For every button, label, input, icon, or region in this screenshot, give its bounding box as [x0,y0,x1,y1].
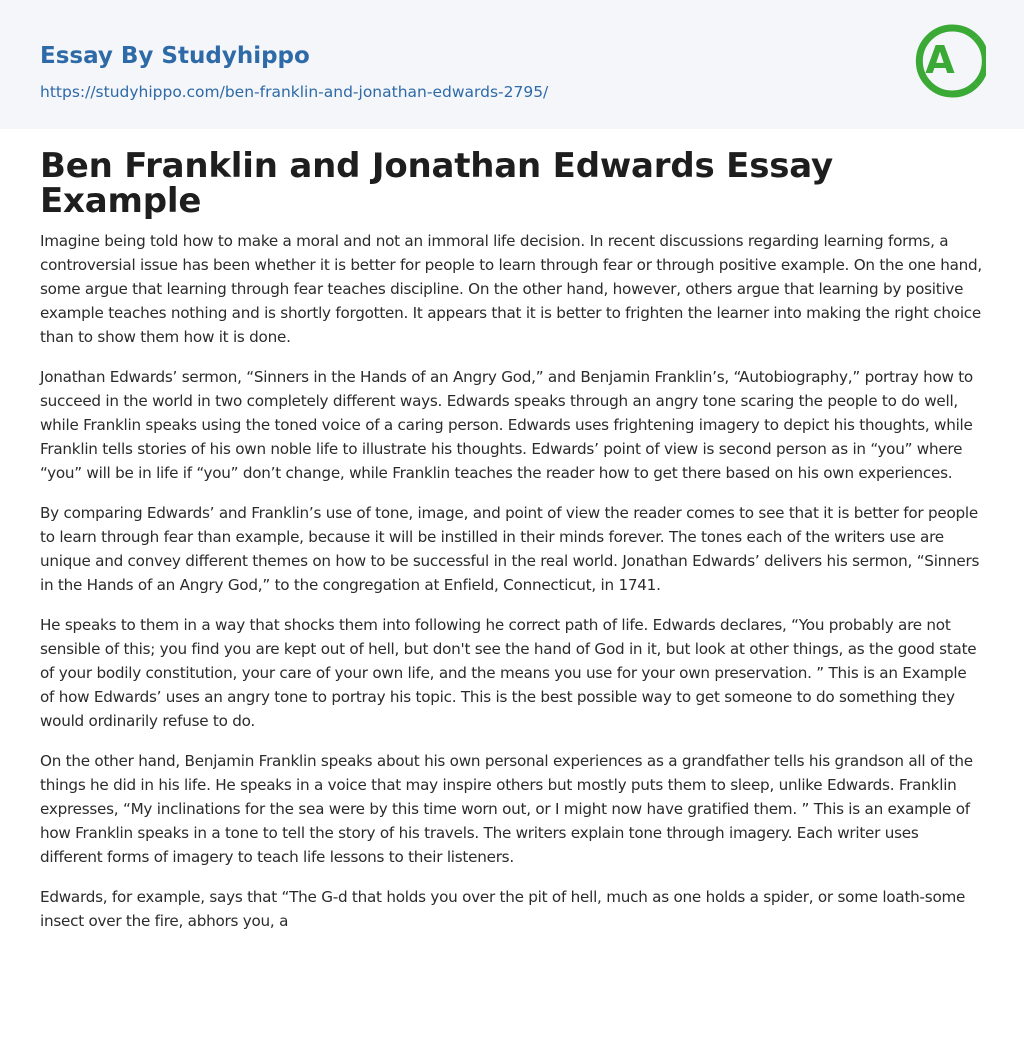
essay-paragraph: Edwards, for example, says that “The G-d that holds you over the pit of hell, much as one holds a spider, or some loath-some insect over the fire, abhors you, a [40,888,966,930]
logo-letter: A [925,38,955,82]
essay-paragraph: On the other hand, Benjamin Franklin speaks about his own personal experiences as a grandfather tells his grandson all of the things he did in his life. He speaks in a voice that may inspire others but mostly puts them to sleep, unlike Edwards. Franklin expresses, “My inclinations for the sea were by this time worn out, or I might now have gratified them. ” This is an example of how Franklin speaks in a tone to tell the story of his travels. The writers explain tone through imagery. Each writer uses different forms of imagery to teach life lessons to their listeners. [40,752,973,866]
page-title: Ben Franklin and Jonathan Edwards Essay Example [40,146,833,221]
essay-paragraph: Imagine being told how to make a moral and not an immoral life decision. In recent discussions regarding learning forms, a controversial issue has been whether it is better for people to learn through fear or through positive example. On the one hand, some argue that learning through fear teaches discipline. On the other hand, however, others argue that learning by positive example teaches nothing and is shortly forgotten. It appears that it is better to frighten the learner into making the right choice than to show them how it is done. [40,232,982,346]
site-brand[interactable]: Essay By Studyhippo [40,43,310,69]
studyhippo-logo-icon[interactable] [914,18,986,104]
essay-paragraph: Jonathan Edwards’ sermon, “Sinners in the Hands of an Angry God,” and Benjamin Franklin’s, “Autobiography,” portray how to succeed in the world in two completely different ways. Edwards speaks through an angry tone scaring the people to do well, while Franklin speaks using the toned voice of a caring person. Edwards uses frightening imagery to depict his thoughts, while Franklin tells stories of his own noble life to illustrate his thoughts. Edwards’ point of view is second person as in “you” where “you” will be in life if “you” don’t change, while Franklin teaches the reader how to get there based on his own experiences. [40,368,973,482]
essay-paragraph: He speaks to them in a way that shocks them into following he correct path of life. Edwards declares, “You probably are not sensible of this; you find you are kept out of hell, but don't see the hand of God in it, but look at other things, as the good state of your bodily constitution, your care of your own life, and the means you use for your own preservation. ” This is an Example of how Edwards’ uses an angry tone to portray his topic. This is the best possible way to get someone to do something they would ordinarily refuse to do. [40,616,977,730]
essay-url-link[interactable]: https://studyhippo.com/ben-franklin-and-jonathan-edwards-2795/ [40,83,549,101]
essay-paragraph: By comparing Edwards’ and Franklin’s use of tone, image, and point of view the reader comes to see that it is better for people to learn through fear than example, because it will be instilled in their minds forever. The tones each of the writers use are unique and convey different themes on how to be successful in the real world. Jonathan Edwards’ delivers his sermon, “Sinners in the Hands of an Angry God,” to the congregation at Enfield, Connecticut, in 1741. [40,504,980,594]
article [0,146,1024,933]
site-header [0,0,1024,129]
